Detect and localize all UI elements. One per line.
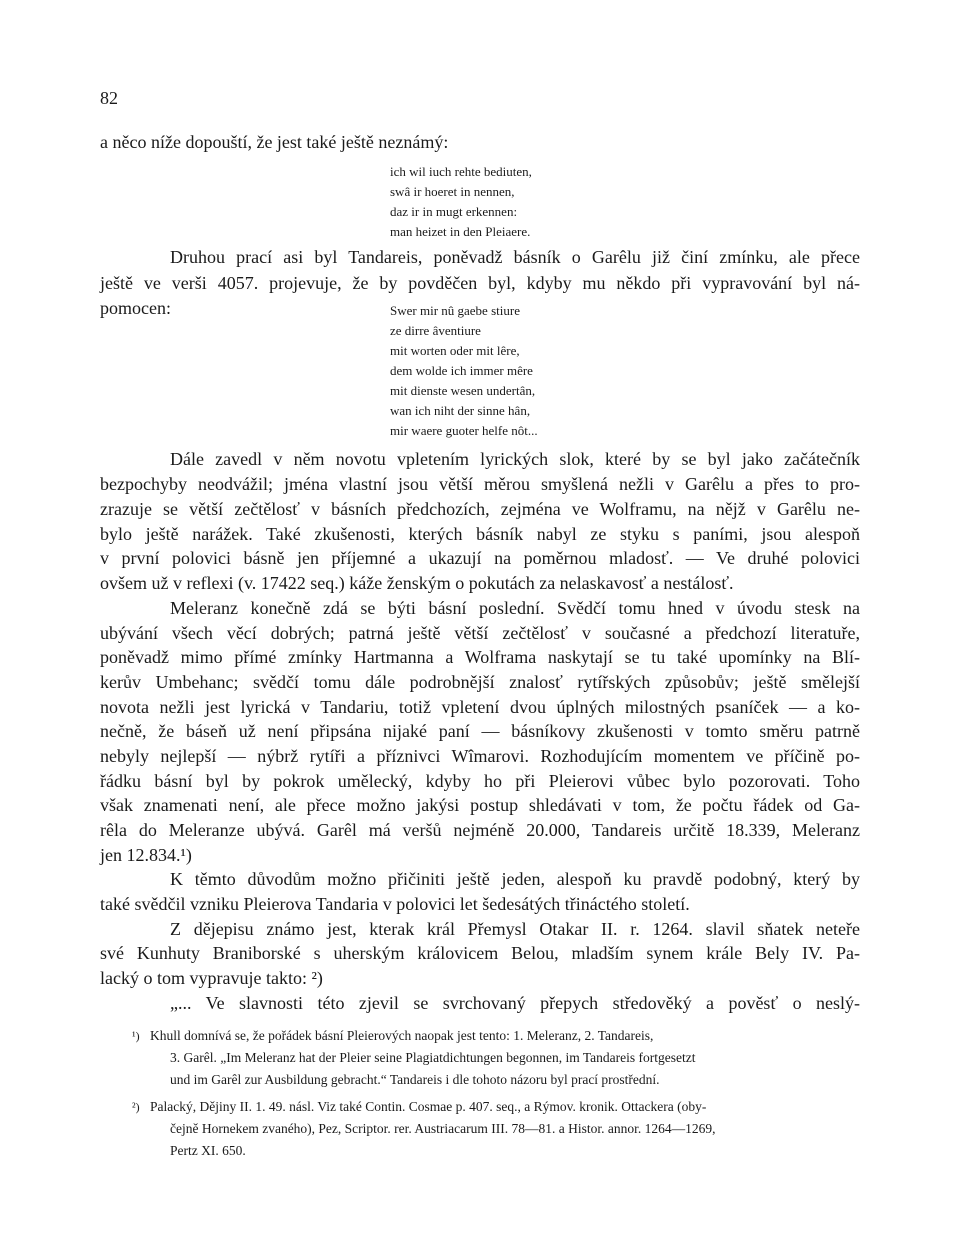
text-line: také svědčil vzniku Pleierova Tandaria v polovici let šedesátých třináctého století.: [100, 894, 690, 914]
text-line: novota nežli jest lyrická v Tandariu, totiž vpletení dvou úplných milostných psaníček — a ko-: [100, 697, 860, 717]
page-number: 82: [100, 88, 118, 108]
verse-line: mit dienste wesen undertân,: [390, 383, 536, 398]
text-line: nečně, že báseň už není připsána nijaké paní — básníkovy zkušenosti v tomto směru patrně: [100, 721, 860, 741]
verse-line: mit worten oder mit lêre,: [390, 343, 520, 358]
footnote-line: [132, 1025, 860, 1047]
verse-line: ze dirre âventiure: [390, 323, 481, 338]
text-line: K těmto důvodům možno přičiniti ještě jeden, alespoň ku pravdě podobný, který by: [170, 869, 860, 889]
verse-line: daz ir in mugt erkennen:: [390, 204, 518, 219]
footnote-line: [132, 1096, 860, 1118]
text-line: Druhou prací asi byl Tandareis, poněvadž básník o Garêlu již činí zmínku, ale přece: [170, 247, 860, 267]
text-line: ovšem už v reflexi (v. 17422 seq.) káže ženským o pokutách za nelaskavosť a nestálosť.: [100, 573, 734, 593]
footnote-line: und im Garêl zur Ausbildung gebracht.“ Tandareis i dle tohoto názoru byl prací prostřední.: [170, 1072, 660, 1087]
verse-line: mir waere guoter helfe nôt...: [390, 423, 538, 438]
text-line: lacký o tom vypravuje takto: ²): [100, 968, 323, 988]
text-line: však znamenati není, ale přece možno jakýsi postup shledávati v tom, že počtu řádek od Ga-: [100, 795, 860, 815]
text-line: „... Ve slavnosti této zjevil se svrchovaný přepych středověký a pověsť o neslý-: [170, 993, 860, 1013]
verse-line: ich wil iuch rehte bediuten,: [390, 164, 532, 179]
text-line: nebyly nejlepší — nýbrž rytíři a příznivci Wîmarovi. Rozhodujícím momentem ve příčině po-: [100, 746, 860, 766]
text-line: bezpochyby neodvážil; jména vlastní jsou větší měrou smyšlená nežli v Garêlu a přes to pro-: [100, 474, 860, 494]
text-line: kerův Umbehanc; svědčí tomu dále podrobnější znalosť rytířských způsobův; ještě smělejší: [100, 672, 860, 692]
text-line: rêla do Meleranze ubývá. Garêl má veršů nejméně 20.000, Tandareis určitě 18.339, Meleranz: [100, 820, 860, 840]
text-line: v první polovici básně jen příjemné a ukazují na poměrnou mladosť. — Ve druhé polovici: [100, 548, 860, 568]
text-line: zrazuje se větší zečtělosť v básních předchozích, zejména ve Wolframu, na nějž v Garêlu ne-: [100, 499, 860, 519]
text-line: pomocen:: [100, 298, 171, 318]
text-line: poněvadž mimo přímé zmínky Hartmanna a Wolframa naskytají se tu také upomínky na Blí-: [100, 647, 860, 667]
verse-line: dem wolde ich immer mêre: [390, 363, 533, 378]
footnote-marker: ²): [132, 1100, 140, 1114]
text-line: Z dějepisu známo jest, kterak král Přemysl Otakar II. r. 1264. slavil sňatek neteře: [170, 919, 860, 939]
text-line: Meleranz konečně zdá se býti básní poslední. Svědčí tomu hned v úvodu stesk na: [170, 598, 860, 618]
footnote-line: Pertz XI. 650.: [170, 1143, 246, 1158]
text-line: ještě ve verši 4057. projevuje, že by povděčen byl, kdyby mu někdo při vypravování byl ná-: [100, 273, 860, 293]
footnote-line: čejně Hornekem zvaného), Pez, Scriptor. rer. Austriacarum III. 78—81. a Histor. annor. 1264—1269,: [170, 1121, 716, 1136]
text-line: jen 12.834.¹): [100, 845, 192, 865]
footnote-marker: ¹): [132, 1029, 140, 1043]
verse-line: swâ ir hoeret in nennen,: [390, 184, 515, 199]
text-line: bylo ještě narážek. Také zkušenosti, kterých básník nabyl ze styku s paními, jsou alespoň: [100, 524, 860, 544]
footnote-line: 3. Garêl. „Im Meleranz hat der Pleier seine Plagiatdichtungen begonnen, im Tandareis fortgesetzt: [170, 1050, 696, 1065]
footnote-text: Palacký, Dějiny II. 1. 49. násl. Viz také Contin. Cosmae p. 407. seq., a Rýmov. kronik. Ottackera (oby-: [150, 1099, 707, 1114]
verse-line: man heizet in den Pleiaere.: [390, 224, 531, 239]
text-line: ubývání všech věcí dobrých; patrná ještě větší zečtělosť v současné a předchozí literatuře,: [100, 623, 860, 643]
text-line: Dále zavedl v něm novotu vpletením lyrických slok, které by se byl jako začátečník: [170, 449, 860, 469]
verse-line: wan ich niht der sinne hân,: [390, 403, 531, 418]
text-line: a něco níže dopouští, že jest také ještě neznámý:: [100, 132, 449, 152]
footnote-text: Khull domnívá se, že pořádek básní Pleierových naopak jest tento: 1. Meleranz, 2. Tandareis,: [150, 1028, 654, 1043]
verse-line: Swer mir nû gaebe stiure: [390, 303, 520, 318]
text-line: řádku básní byl by pokrok umělecký, kdyby ho při Pleierovi vůbec bylo pozorovati. Toho: [100, 771, 860, 791]
text-line: své Kunhuty Braniborské s uherským královicem Belou, mladším synem krále Bely IV. Pa-: [100, 943, 860, 963]
